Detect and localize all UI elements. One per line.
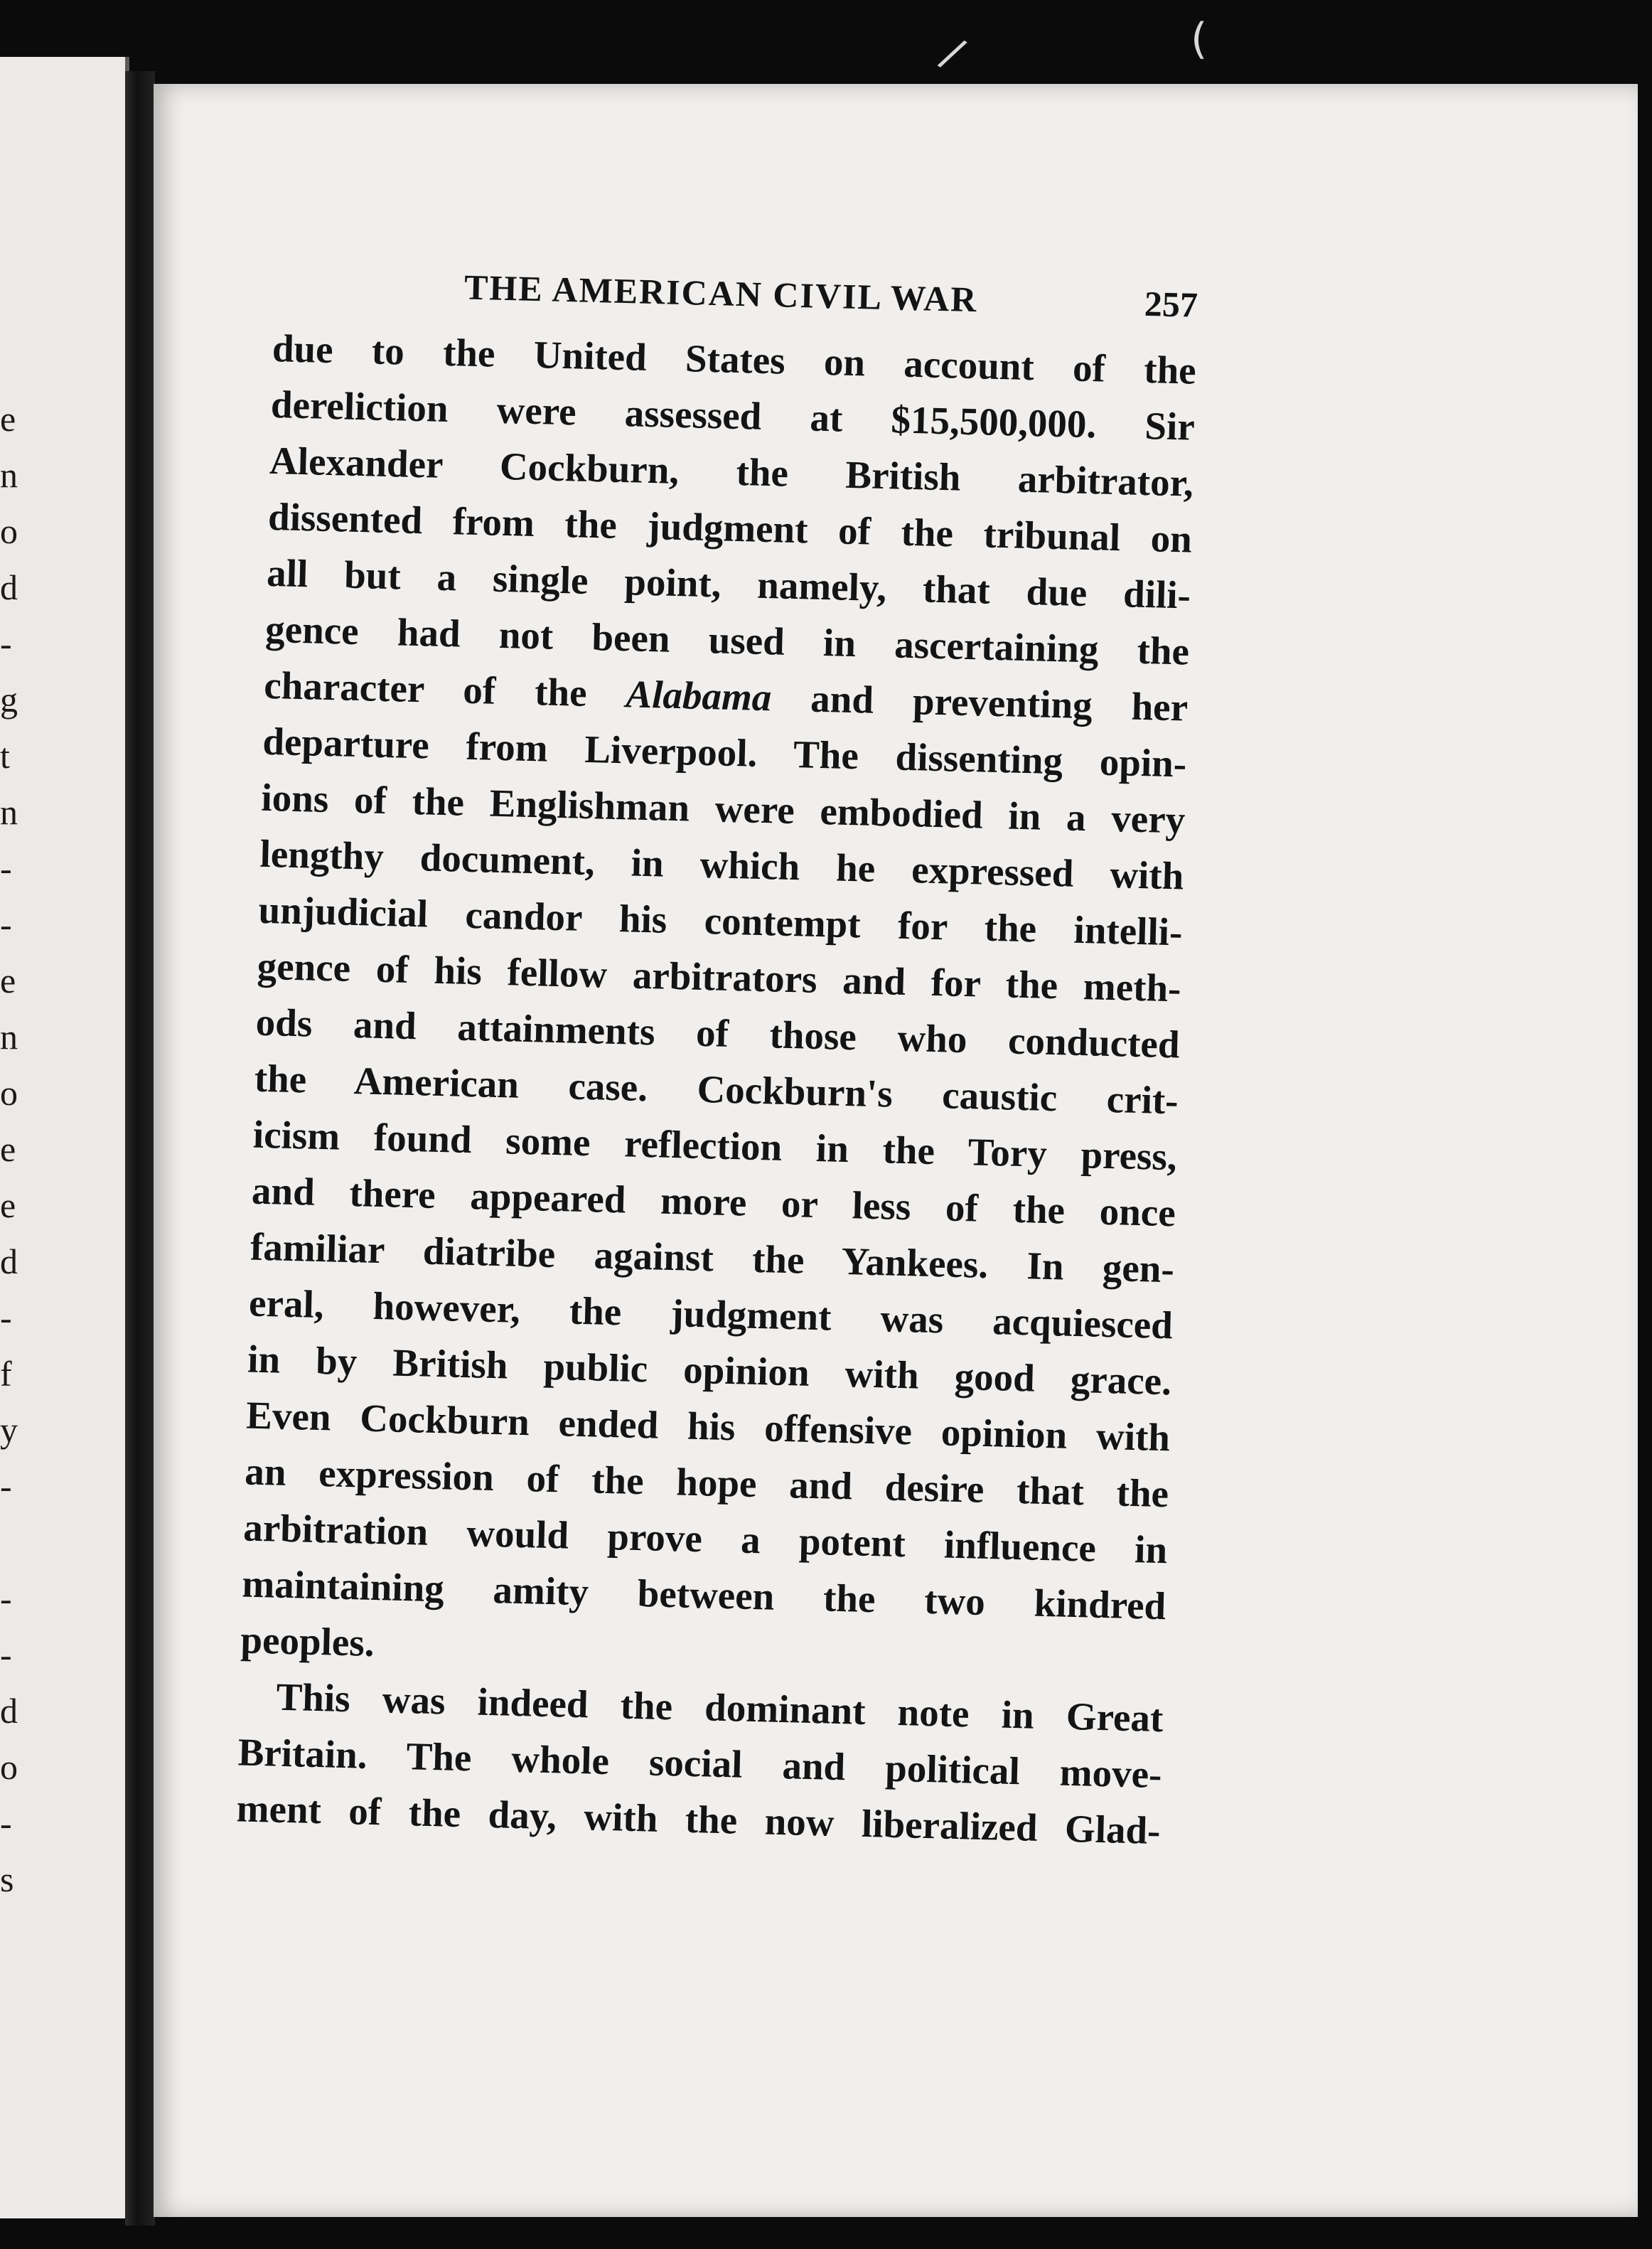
left-edge-letter: e [0,399,16,439]
scan-mark-curve: ( [1191,14,1208,64]
left-edge-letter: f [0,1354,12,1394]
text-span: and preventing her [771,675,1189,730]
text-line: the American case. Cockburn's caustic crit- [254,1056,1179,1123]
left-edge-letter: e [0,961,16,1000]
scan-mark-slash: / [933,28,972,79]
text-line: maintaining amity between the two kindred [241,1561,1166,1628]
text-line: ment of the day, with the now liberalized Glad- [236,1786,1162,1853]
ship-name-italic: Alabama [625,672,773,720]
text-line: all but a single point, namely, that due dili- [266,550,1191,617]
text-line: arbitration would prove a potent influence in [242,1505,1168,1572]
text-line: lengthy document, in which he expressed with [259,831,1185,898]
paragraph-2 [236,1667,1164,1859]
left-edge-letter: - [0,1803,12,1843]
text-line: Even Cockburn ended his offensive opinion with [245,1393,1171,1460]
text-line: This was indeed the dominant note in Great [275,1674,1164,1741]
left-facing-page [0,57,129,2218]
left-edge-letter: - [0,904,12,944]
left-edge-letter: t [0,736,10,776]
text-line: peoples. [240,1618,375,1665]
page-number: 257 [1144,283,1198,325]
text-line: unjudicial candor his contempt for the intelli- [257,887,1184,954]
left-edge-letter: e [0,1129,16,1169]
left-edge-letter: e [0,1185,16,1225]
text-line: dissented from the judgment of the tribunal on [267,494,1193,561]
text-line: icism found some reflection in the Tory press, [252,1112,1178,1179]
running-head [274,262,1198,326]
left-edge-letter [0,1515,28,1571]
text-line: gence had not been used in ascertaining the [264,607,1190,673]
left-edge-letter: n [0,455,18,495]
left-page-edge-text [0,391,28,1908]
text-line: ods and attainments of those who conducted [255,1000,1181,1067]
text-line: in by British public opinion with good grace. [247,1337,1172,1404]
left-edge-letter: o [0,1747,18,1787]
text-line: Alexander Cockburn, the British arbitrator, [269,438,1194,505]
text-line: Britain. The whole social and political move- [237,1730,1163,1797]
text-line: gence of his fellow arbitrators and for the meth- [257,944,1182,1010]
left-edge-letter: - [0,624,12,663]
running-title: THE AMERICAN CIVIL WAR [463,267,979,320]
paragraph-1 [240,320,1197,1690]
left-edge-letter: d [0,1241,18,1281]
book-gutter [125,71,155,2226]
left-edge-letter: d [0,567,18,607]
left-edge-letter: o [0,511,18,551]
left-edge-letter: g [0,680,18,720]
page-content [236,262,1198,1859]
text-line: eral, however, the judgment was acquiesced [248,1281,1174,1347]
left-edge-letter: - [0,1635,12,1674]
text-line: departure from Liverpool. The dissenting opin- [262,719,1187,786]
left-edge-letter: - [0,848,12,888]
text-span: character of the [263,663,627,716]
left-edge-letter: o [0,1073,18,1113]
text-line: due to the United States on account of the [272,326,1197,392]
left-edge-letter: n [0,792,18,832]
left-edge-letter: s [0,1859,14,1899]
text-line: familiar diatribe against the Yankees. In gen- [250,1224,1175,1291]
left-edge-letter: - [0,1466,12,1506]
left-edge-letter: y [0,1410,18,1450]
book-page [154,84,1638,2217]
text-line: and there appeared more or less of the once [251,1168,1176,1235]
text-line: an expression of the hope and desire that the [244,1449,1169,1516]
left-edge-letter: - [0,1578,12,1618]
left-edge-letter: - [0,1298,12,1337]
text-line: dereliction were assessed at $15,500,000. Sir [270,382,1196,449]
left-edge-letter: d [0,1691,18,1731]
left-edge-letter: n [0,1017,18,1057]
text-line: ions of the Englishman were embodied in a very [260,775,1186,842]
